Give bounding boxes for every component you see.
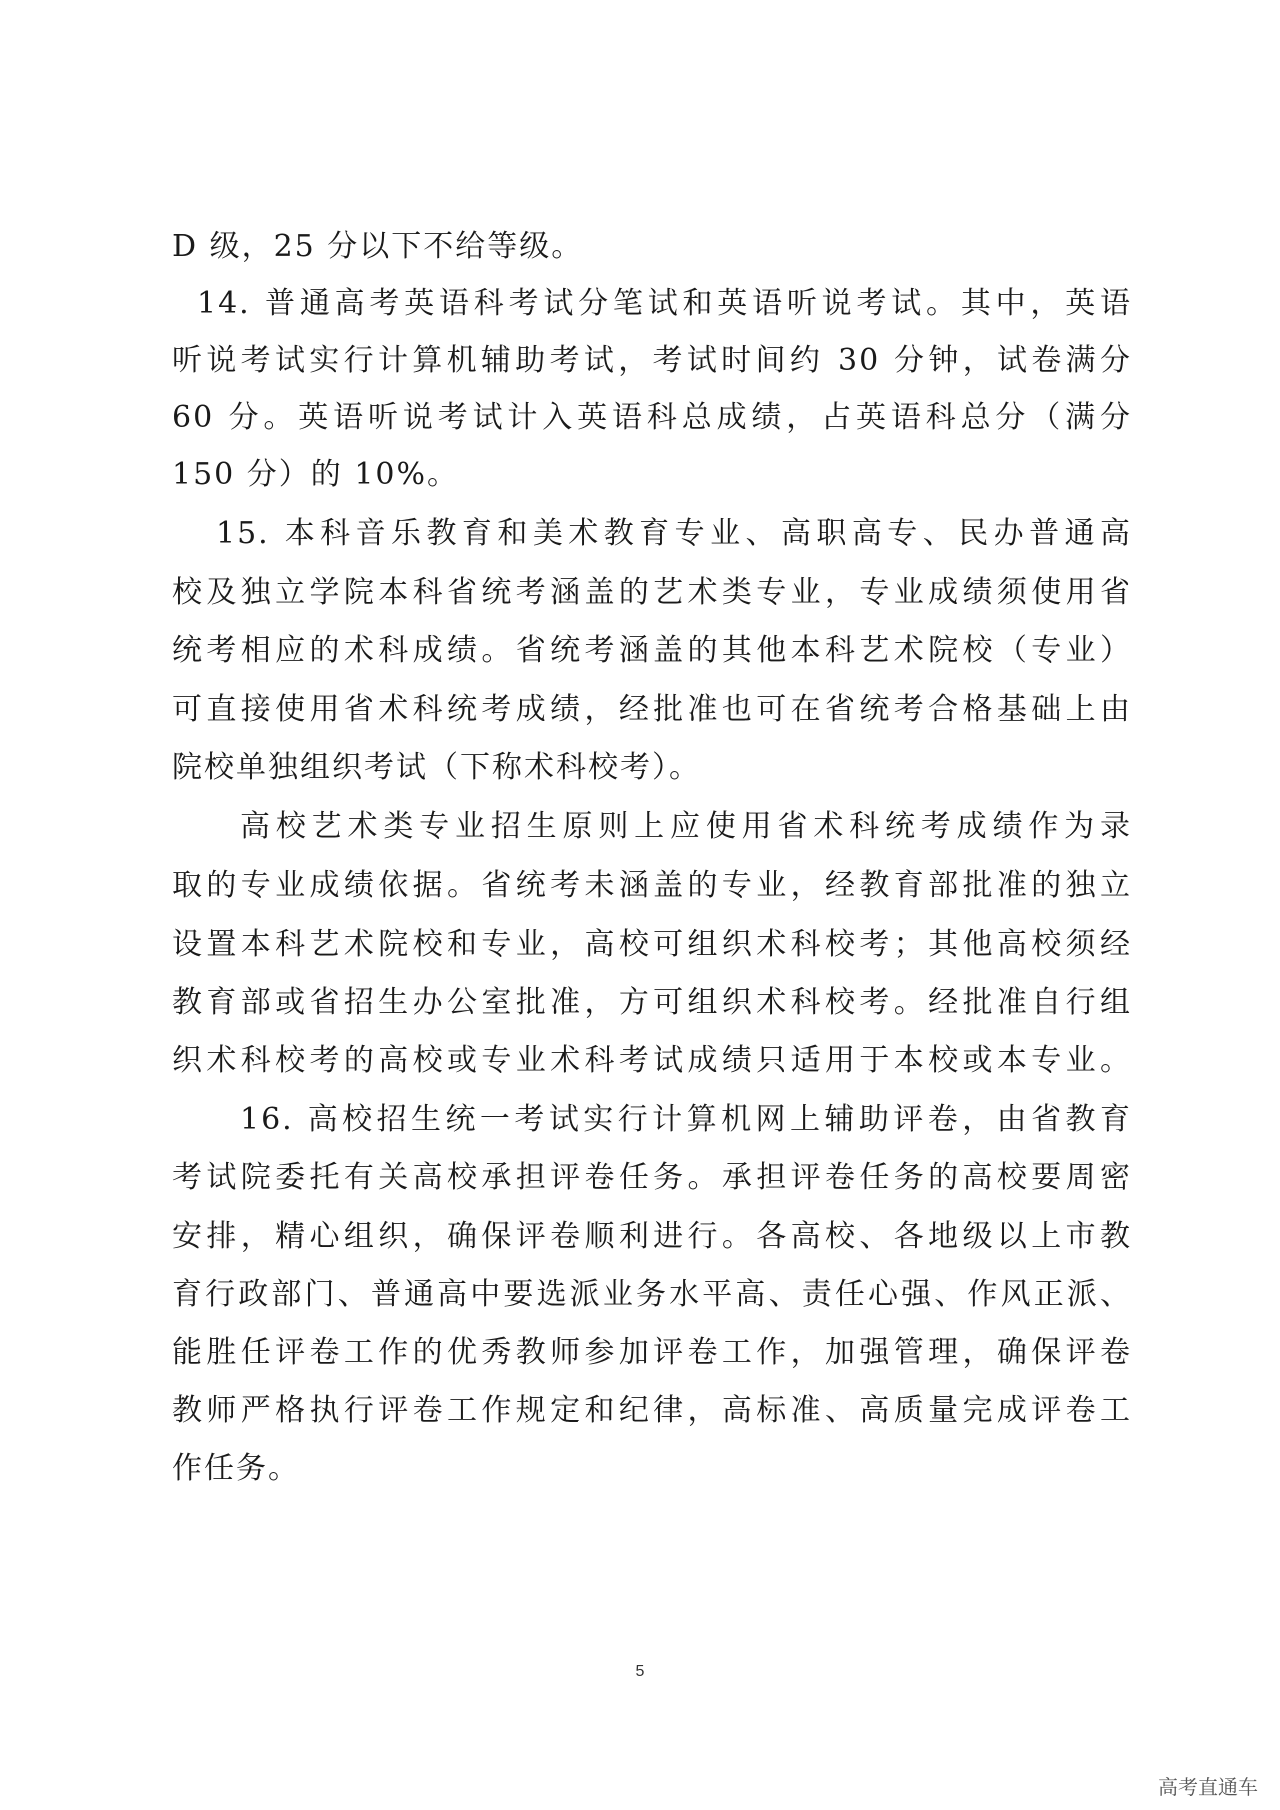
text-line: 150 分）的 10%。 — [172, 457, 460, 492]
text-line: 育行政部门、普通高中要选派业务水平高、责任心强、作风正派、 — [172, 1277, 1132, 1312]
text-line: D 级，25 分以下不给等级。 — [172, 229, 584, 264]
text-line: 教育部或省招生办公室批准，方可组织术科校考。经批准自行组 — [172, 985, 1132, 1020]
text-line: 取的专业成绩依据。省统考未涵盖的专业，经教育部批准的独立 — [172, 868, 1132, 903]
text-line: 15. 本科音乐教育和美术教育专业、高职高专、民办普通高 — [216, 516, 1132, 551]
text-line: 听说考试实行计算机辅助考试，考试时间约 30 分钟，试卷满分 — [172, 343, 1132, 378]
text-line: 织术科校考的高校或专业术科考试成绩只适用于本校或本专业。 — [172, 1043, 1132, 1078]
text-line: 可直接使用省术科统考成绩，经批准也可在省统考合格基础上由 — [172, 692, 1132, 727]
text-line: 教师严格执行评卷工作规定和纪律，高标准、高质量完成评卷工 — [172, 1393, 1132, 1428]
page-number: 5 — [635, 1663, 645, 1680]
text-line: 高校艺术类专业招生原则上应使用省术科统考成绩作为录 — [240, 809, 1132, 844]
text-line: 校及独立学院本科省统考涵盖的艺术类专业，专业成绩须使用省 — [172, 575, 1132, 610]
text-line: 安排，精心组织，确保评卷顺利进行。各高校、各地级以上市教 — [172, 1219, 1132, 1254]
watermark: 高考直通车 — [1158, 1775, 1258, 1799]
text-line: 能胜任评卷工作的优秀教师参加评卷工作，加强管理，确保评卷 — [172, 1335, 1132, 1370]
text-line: 考试院委托有关高校承担评卷任务。承担评卷任务的高校要周密 — [172, 1160, 1132, 1195]
text-line: 作任务。 — [172, 1451, 300, 1486]
text-line: 统考相应的术科成绩。省统考涵盖的其他本科艺术院校（专业） — [172, 633, 1132, 668]
text-line: 院校单独组织考试（下称术科校考）。 — [172, 750, 701, 785]
text-line: 60 分。英语听说考试计入英语科总成绩，占英语科总分（满分 — [172, 400, 1132, 435]
text-line: 设置本科艺术院校和专业，高校可组织术科校考；其他高校须经 — [172, 927, 1132, 962]
text-line: 16. 高校招生统一考试实行计算机网上辅助评卷，由省教育 — [240, 1102, 1132, 1137]
text-line: 14. 普通高考英语科考试分笔试和英语听说考试。其中，英语 — [197, 286, 1132, 321]
